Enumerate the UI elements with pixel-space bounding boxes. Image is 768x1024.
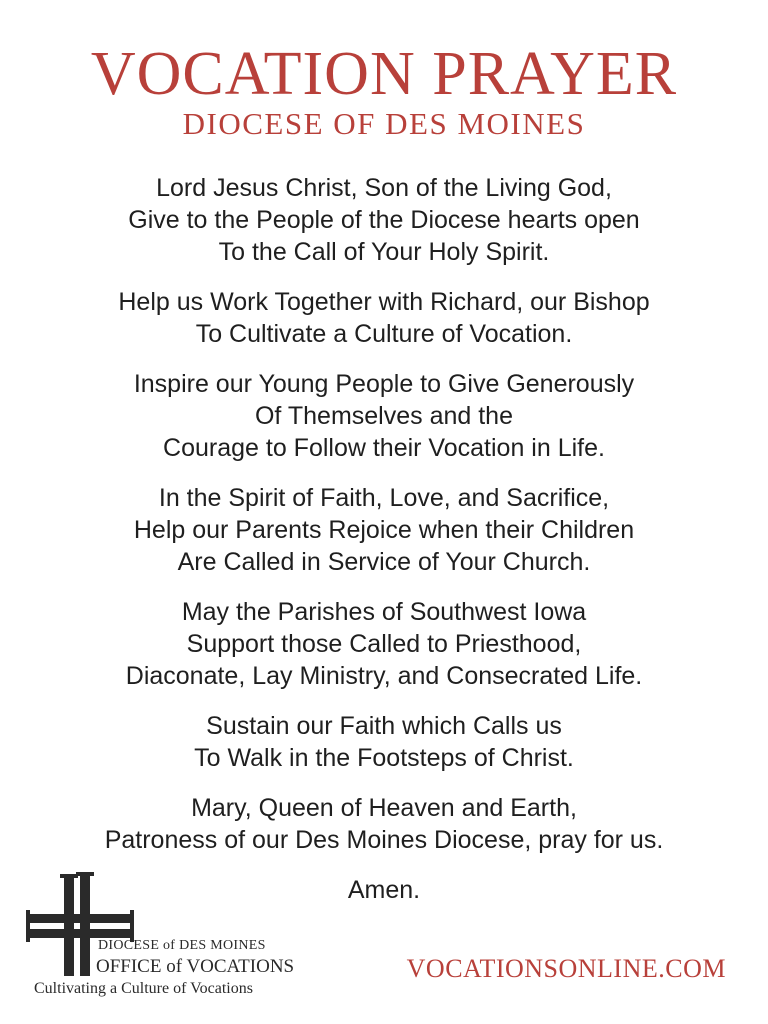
prayer-line: Lord Jesus Christ, Son of the Living God, <box>156 174 612 202</box>
prayer-line: To the Call of Your Holy Spirit. <box>218 238 550 266</box>
prayer-line: May the Parishes of Southwest Iowa <box>181 598 587 626</box>
prayer-line: Of Themselves and the <box>254 402 513 430</box>
website-link[interactable]: VOCATIONSONLINE.COM <box>406 954 726 983</box>
prayer-line: In the Spirit of Faith, Love, and Sacrifice, <box>158 484 610 512</box>
prayer-line: Give to the People of the Diocese hearts open <box>128 206 640 234</box>
prayer-line: Diaconate, Lay Ministry, and Consecrated Life. <box>125 662 643 690</box>
prayer-line: To Walk in the Footsteps of Christ. <box>194 744 574 772</box>
prayer-line: Courage to Follow their Vocation in Life. <box>163 434 605 462</box>
prayer-body <box>0 172 768 906</box>
prayer-stanza <box>0 286 768 350</box>
prayer-line: Help us Work Together with Richard, our Bishop <box>118 288 650 316</box>
office-of-vocations-logo <box>26 872 316 1006</box>
prayer-line: To Cultivate a Culture of Vocation. <box>195 320 573 348</box>
prayer-line: Patroness of our Des Moines Diocese, pray for us. <box>104 826 664 854</box>
prayer-line: Support those Called to Priesthood, <box>186 630 582 658</box>
prayer-closing: Amen. <box>347 876 421 904</box>
logo-office-text: OFFICE of VOCATIONS <box>96 956 295 977</box>
prayer-line: Sustain our Faith which Calls us <box>206 712 562 740</box>
prayer-stanza <box>0 792 768 856</box>
prayer-stanza <box>0 172 768 268</box>
prayer-stanza <box>0 368 768 464</box>
prayer-line: Are Called in Service of Your Church. <box>177 548 591 576</box>
page-title: VOCATION PRAYER <box>90 40 678 108</box>
prayer-line: Mary, Queen of Heaven and Earth, <box>191 794 577 822</box>
page-subtitle: DIOCESE OF DES MOINES <box>182 106 586 141</box>
prayer-stanza <box>0 596 768 692</box>
logo-diocese-text: DIOCESE of DES MOINES <box>98 938 266 953</box>
logo-tagline: Cultivating a Culture of Vocations <box>34 980 253 997</box>
prayer-stanza <box>0 482 768 578</box>
prayer-line: Help our Parents Rejoice when their Children <box>133 516 635 544</box>
prayer-line: Inspire our Young People to Give Generously <box>133 370 635 398</box>
prayer-stanza <box>0 710 768 774</box>
